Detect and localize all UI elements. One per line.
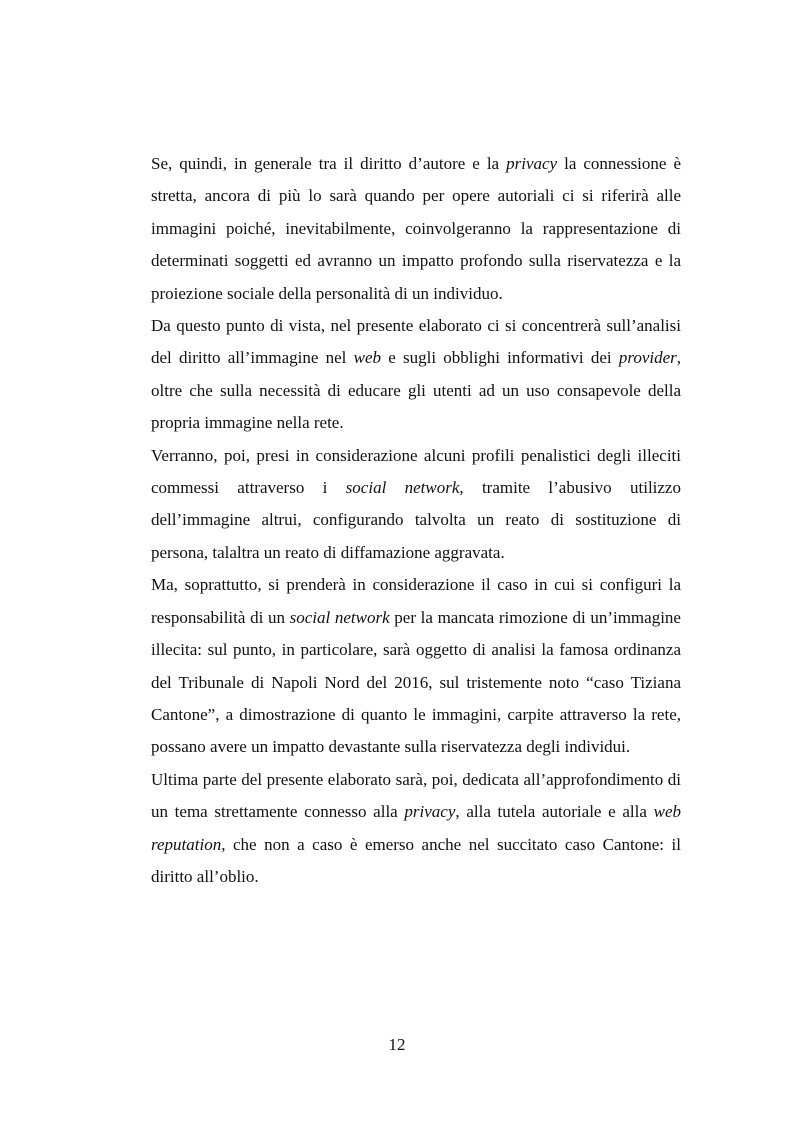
paragraph <box>151 569 681 763</box>
paragraph <box>151 440 681 570</box>
italic-term: social network <box>289 607 390 627</box>
text-run: Da questo punto di vista, nel presente elaborato ci si concentrerà sull’analisi del diritto all’immagine nel <box>151 316 681 368</box>
paragraph <box>151 764 681 894</box>
text-run: per la mancata rimozione di un’immagine illecita: sul punto, in particolare, sarà oggetto di analisi la famosa ordinanza del Tribunale di Napoli Nord del 2016, sul tristemente noto “caso Tiziana Cantone”, a dimostrazione di quanto le immagini, carpite attraverso la rete, possano avere un impatto devastante sulla riservatezza degli individui. <box>151 607 681 757</box>
italic-term: social network <box>345 478 460 498</box>
text-run: Ma, soprattutto, si prenderà in considerazione il caso in cui si configuri la responsabilità di un <box>151 575 681 627</box>
text-run: la connessione è stretta, ancora di più lo sarà quando per opere autoriali ci si riferirà alle immagini poiché, inevitabilmente, coinvolgeranno la rappresentazione di determinati soggetti ed avranno un impatto profondo sulla riservatezza e la proiezione sociale della personalità di un individuo. <box>151 154 681 303</box>
italic-term: privacy <box>404 802 456 822</box>
paragraph <box>151 310 681 440</box>
italic-term: provider <box>618 348 677 368</box>
paragraph <box>151 148 681 310</box>
text-run: , tramite l’abusivo utilizzo dell’immagine altrui, configurando talvolta un reato di sostituzione di persona, talaltra un reato di diffamazione aggravata. <box>151 478 681 562</box>
text-run: , oltre che sulla necessità di educare gli utenti ad un uso consapevole della propria immagine nella rete. <box>151 348 682 433</box>
italic-term: privacy <box>506 154 558 173</box>
text-run: , alla tutela autoriale e alla <box>455 802 654 822</box>
page-number: 12 <box>388 1035 406 1054</box>
body-text <box>151 148 681 893</box>
text-run: e sugli obblighi informativi dei <box>381 348 619 368</box>
italic-term: web reputation <box>151 802 681 854</box>
italic-term: web <box>353 348 381 368</box>
text-run: Verranno, poi, presi in considerazione alcuni profili penalistici degli illeciti commessi attraverso i <box>151 445 681 498</box>
text-run: , che non a caso è emerso anche nel succitato caso Cantone: il diritto all’oblio. <box>151 834 681 886</box>
text-run: Ultima parte del presente elaborato sarà, poi, dedicata all’approfondimento di un tema strettamente connesso alla <box>151 769 681 822</box>
text-run: Se, quindi, in generale tra il diritto d’autore e la <box>151 154 507 173</box>
